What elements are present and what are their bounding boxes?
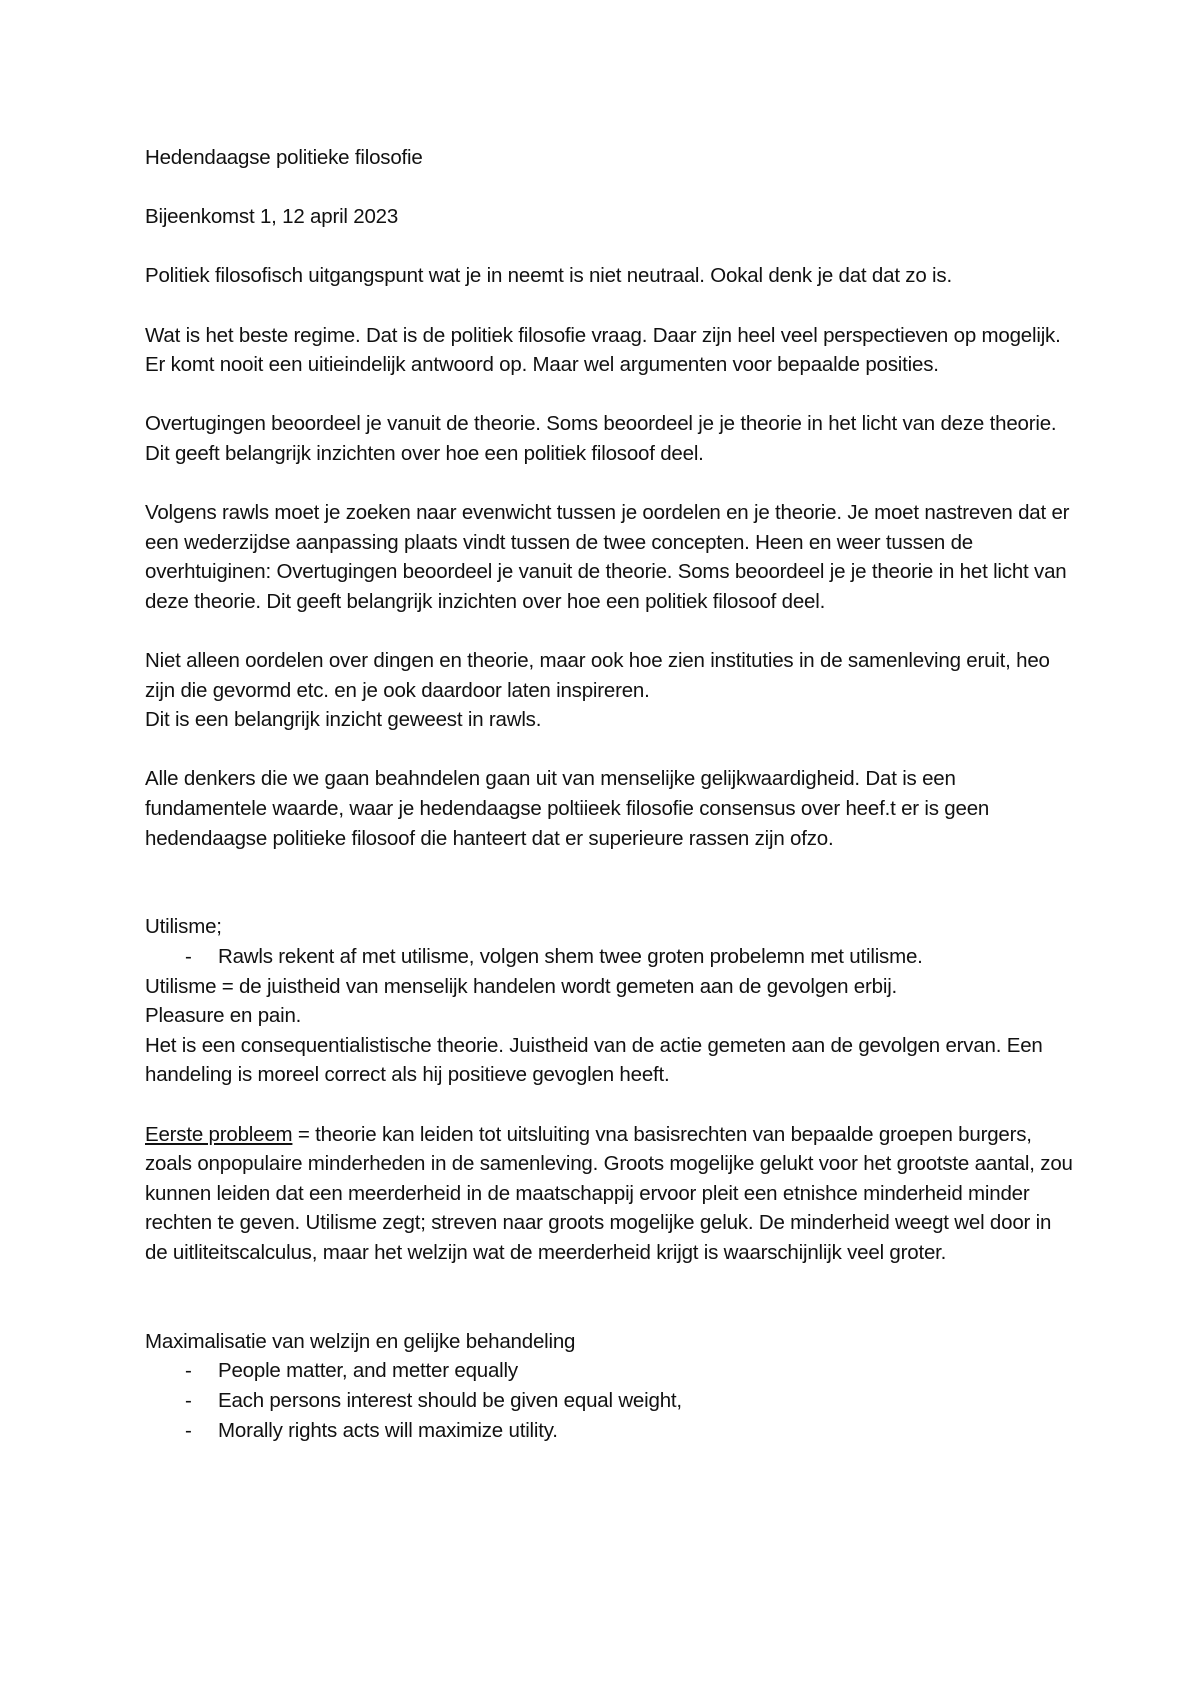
spacer [145, 232, 1075, 262]
utilisme-pleasure-pain: Pleasure en pain. [145, 1004, 302, 1028]
document-body [145, 143, 1075, 1445]
spacer [145, 173, 1075, 203]
spacer [145, 1090, 1075, 1120]
paragraph-inzicht-rawls: Dit is een belangrijk inzicht geweest in rawls. [145, 708, 542, 732]
spacer [145, 853, 1075, 912]
list-item [145, 942, 1075, 972]
paragraph-uitgangspunt: Politiek filosofisch uitgangspunt wat je in neemt is niet neutraal. Ookal denk je dat dat zo is. [145, 264, 952, 288]
paragraph-instituties: Niet alleen oordelen over dingen en theorie, maar ook hoe zien instituties in de samenleving eruit, heo zijn die gevormd etc. en je ook daardoor laten inspireren. [145, 649, 1050, 702]
meeting-line: Bijeenkomst 1, 12 april 2023 [145, 205, 399, 229]
list-item-text: Rawls rekent af met utilisme, volgen shem twee groten probelemn met utilisme. [218, 945, 923, 969]
spacer [145, 469, 1075, 499]
list-item [145, 1356, 1075, 1386]
list-item-text: People matter, and metter equally [218, 1359, 518, 1383]
paragraph-overtuigingen: Overtugingen beoordeel je vanuit de theorie. Soms beoordeel je je theorie in het licht van deze theorie. Dit geeft belangrijk inzichten over hoe een politiek filosoof deel. [145, 412, 1057, 465]
eerste-probleem-label: Eerste probleem [145, 1122, 293, 1146]
spacer [145, 291, 1075, 321]
utilisme-heading: Utilisme; [145, 915, 222, 939]
utilisme-list [145, 942, 1075, 972]
paragraph-gelijkwaardigheid: Alle denkers die we gaan beahndelen gaan uit van menselijke gelijkwaardigheid. Dat is een fundamentele waarde, waar je hedendaagse poltiieek filosofie consensus over heef.t er is geen hedendaagse politieke filosoof die hanteert dat er superieure rassen zijn ofzo. [145, 767, 990, 850]
dash-bullet: - [185, 1359, 192, 1383]
spacer [145, 1268, 1075, 1327]
spacer [145, 735, 1075, 765]
spacer [145, 617, 1075, 647]
utilisme-consequentialisme: Het is een consequentialistische theorie. Juistheid van de actie gemeten aan de gevolgen ervan. Een handeling is moreel correct als hij positieve gevoglen heeft. [145, 1033, 1043, 1087]
dash-bullet: - [185, 945, 192, 969]
spacer [145, 380, 1075, 410]
list-item [145, 1416, 1075, 1446]
paragraph-rawls-evenwicht: Volgens rawls moet je zoeken naar evenwicht tussen je oordelen en je theorie. Je moet nastreven dat er een wederzijdse aanpassing plaats vindt tussen de twee concepten. Heen en weer tussen de overhtuiginen: Overtugingen beoordeel je vanuit de theorie. Soms beoordeel je je theorie in het licht van deze theorie. Dit geeft belangrijk inzichten over hoe een politiek filosoof deel. [145, 501, 1070, 613]
paragraph-eerste-probleem [145, 1120, 1075, 1268]
list-item-text: Morally rights acts will maximize utility. [218, 1418, 558, 1442]
list-item-text: Each persons interest should be given equal weight, [218, 1388, 682, 1412]
eerste-probleem-text: = theorie kan leiden tot uitsluiting vna basisrechten van bepaalde groepen burgers, zoals onpopulaire minderheden in de samenleving. Groots mogelijke gelukt voor het grootste aantal, zou kunnen leiden dat een meerderheid in de maatschappij ervoor pleit een etnishce minderheid minder rechten te geven. Utilisme zegt; streven naar groots mogelijke geluk. De minderheid weegt wel door in de uitliteitscalculus, maar het welzijn wat de meerderheid krijgt is waarschijnlijk veel groter. [145, 1122, 1073, 1264]
dash-bullet: - [185, 1418, 192, 1442]
paragraph-beste-regime: Wat is het beste regime. Dat is de politiek filosofie vraag. Daar zijn heel veel perspectieven op mogelijk. Er komt nooit een uitieindelijk antwoord op. Maar wel argumenten voor bepaalde posities. [145, 323, 1061, 377]
document-title: Hedendaagse politieke filosofie [145, 146, 423, 169]
maximalisatie-list [145, 1356, 1075, 1445]
maximalisatie-heading: Maximalisatie van welzijn en gelijke behandeling [145, 1329, 576, 1353]
list-item [145, 1386, 1075, 1416]
utilisme-definition: Utilisme = de juistheid van menselijk handelen wordt gemeten aan de gevolgen erbij. [145, 974, 898, 998]
dash-bullet: - [185, 1388, 192, 1412]
